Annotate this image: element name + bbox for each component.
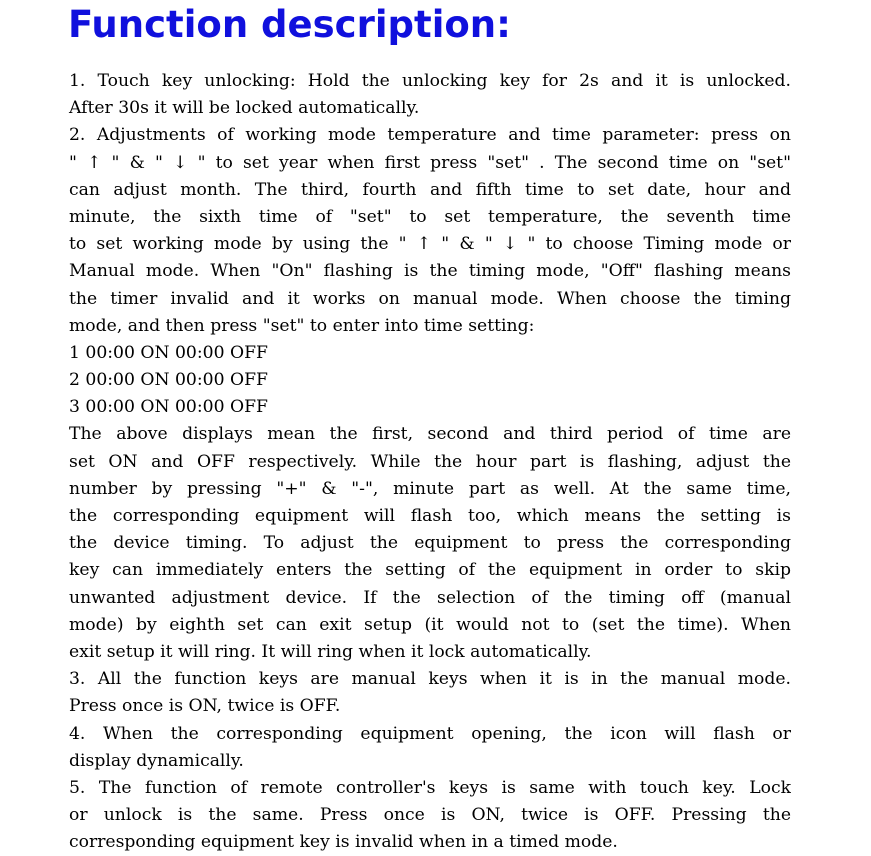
text-line: exit setup it will ring. It will ring when it lock automatically. [69,641,592,662]
text-line: " ↑ " & " ↓ " to set year when first press "set" . The second time on "set" [69,152,791,173]
text-line: minute, the sixth time of "set" to set temperature, the seventh time [69,206,791,227]
text-line: 2. Adjustments of working mode temperature and time parameter: press on [69,125,791,146]
text-line: number by pressing "+" & "-", minute part as well. At the same time, [69,478,791,499]
description-body [69,68,791,856]
text-line: 1. Touch key unlocking: Hold the unlocking key for 2s and it is unlocked. [69,71,791,91]
text-line: can adjust month. The third, fourth and fifth time to set date, hour and [69,179,791,200]
text-line: 3. All the function keys are manual keys when it is in the manual mode. [69,669,791,690]
text-line: the corresponding equipment will flash too, which means the setting is [69,506,791,526]
text-line: unwanted adjustment device. If the selection of the timing off (manual [69,587,791,608]
text-line: 5. The function of remote controller's keys is same with touch key. Lock [69,777,791,798]
text-line: mode, and then press "set" to enter into time setting: [69,315,535,336]
timer-period-line: 3 00:00 ON 00:00 OFF [69,397,268,418]
text-line: Manual mode. When "On" flashing is the timing mode, "Off" flashing means [69,261,791,282]
page-title: Function description: [68,3,511,46]
text-line: to set working mode by using the " ↑ " & " ↓ " to choose Timing mode or [69,234,791,255]
text-line: After 30s it will be locked automatically. [69,98,420,119]
text-line: Press once is ON, twice is OFF. [69,696,341,717]
timer-period-line: 2 00:00 ON 00:00 OFF [69,370,268,391]
text-line: corresponding equipment key is invalid when in a timed mode. [69,832,618,853]
text-line: 4. When the corresponding equipment opening, the icon will flash or [69,723,791,744]
text-line: display dynamically. [69,750,244,771]
text-line: key can immediately enters the setting of the equipment in order to skip [69,560,791,581]
text-line: The above displays mean the first, second and third period of time are [69,424,791,445]
text-line: set ON and OFF respectively. While the hour part is flashing, adjust the [69,451,791,472]
text-line: mode) by eighth set can exit setup (it would not to (set the time). When [69,614,791,635]
text-line: the device timing. To adjust the equipment to press the corresponding [69,533,791,554]
text-line: the timer invalid and it works on manual mode. When choose the timing [69,288,791,309]
text-line: or unlock is the same. Press once is ON, twice is OFF. Pressing the [69,805,791,826]
timer-period-line: 1 00:00 ON 00:00 OFF [69,342,268,363]
